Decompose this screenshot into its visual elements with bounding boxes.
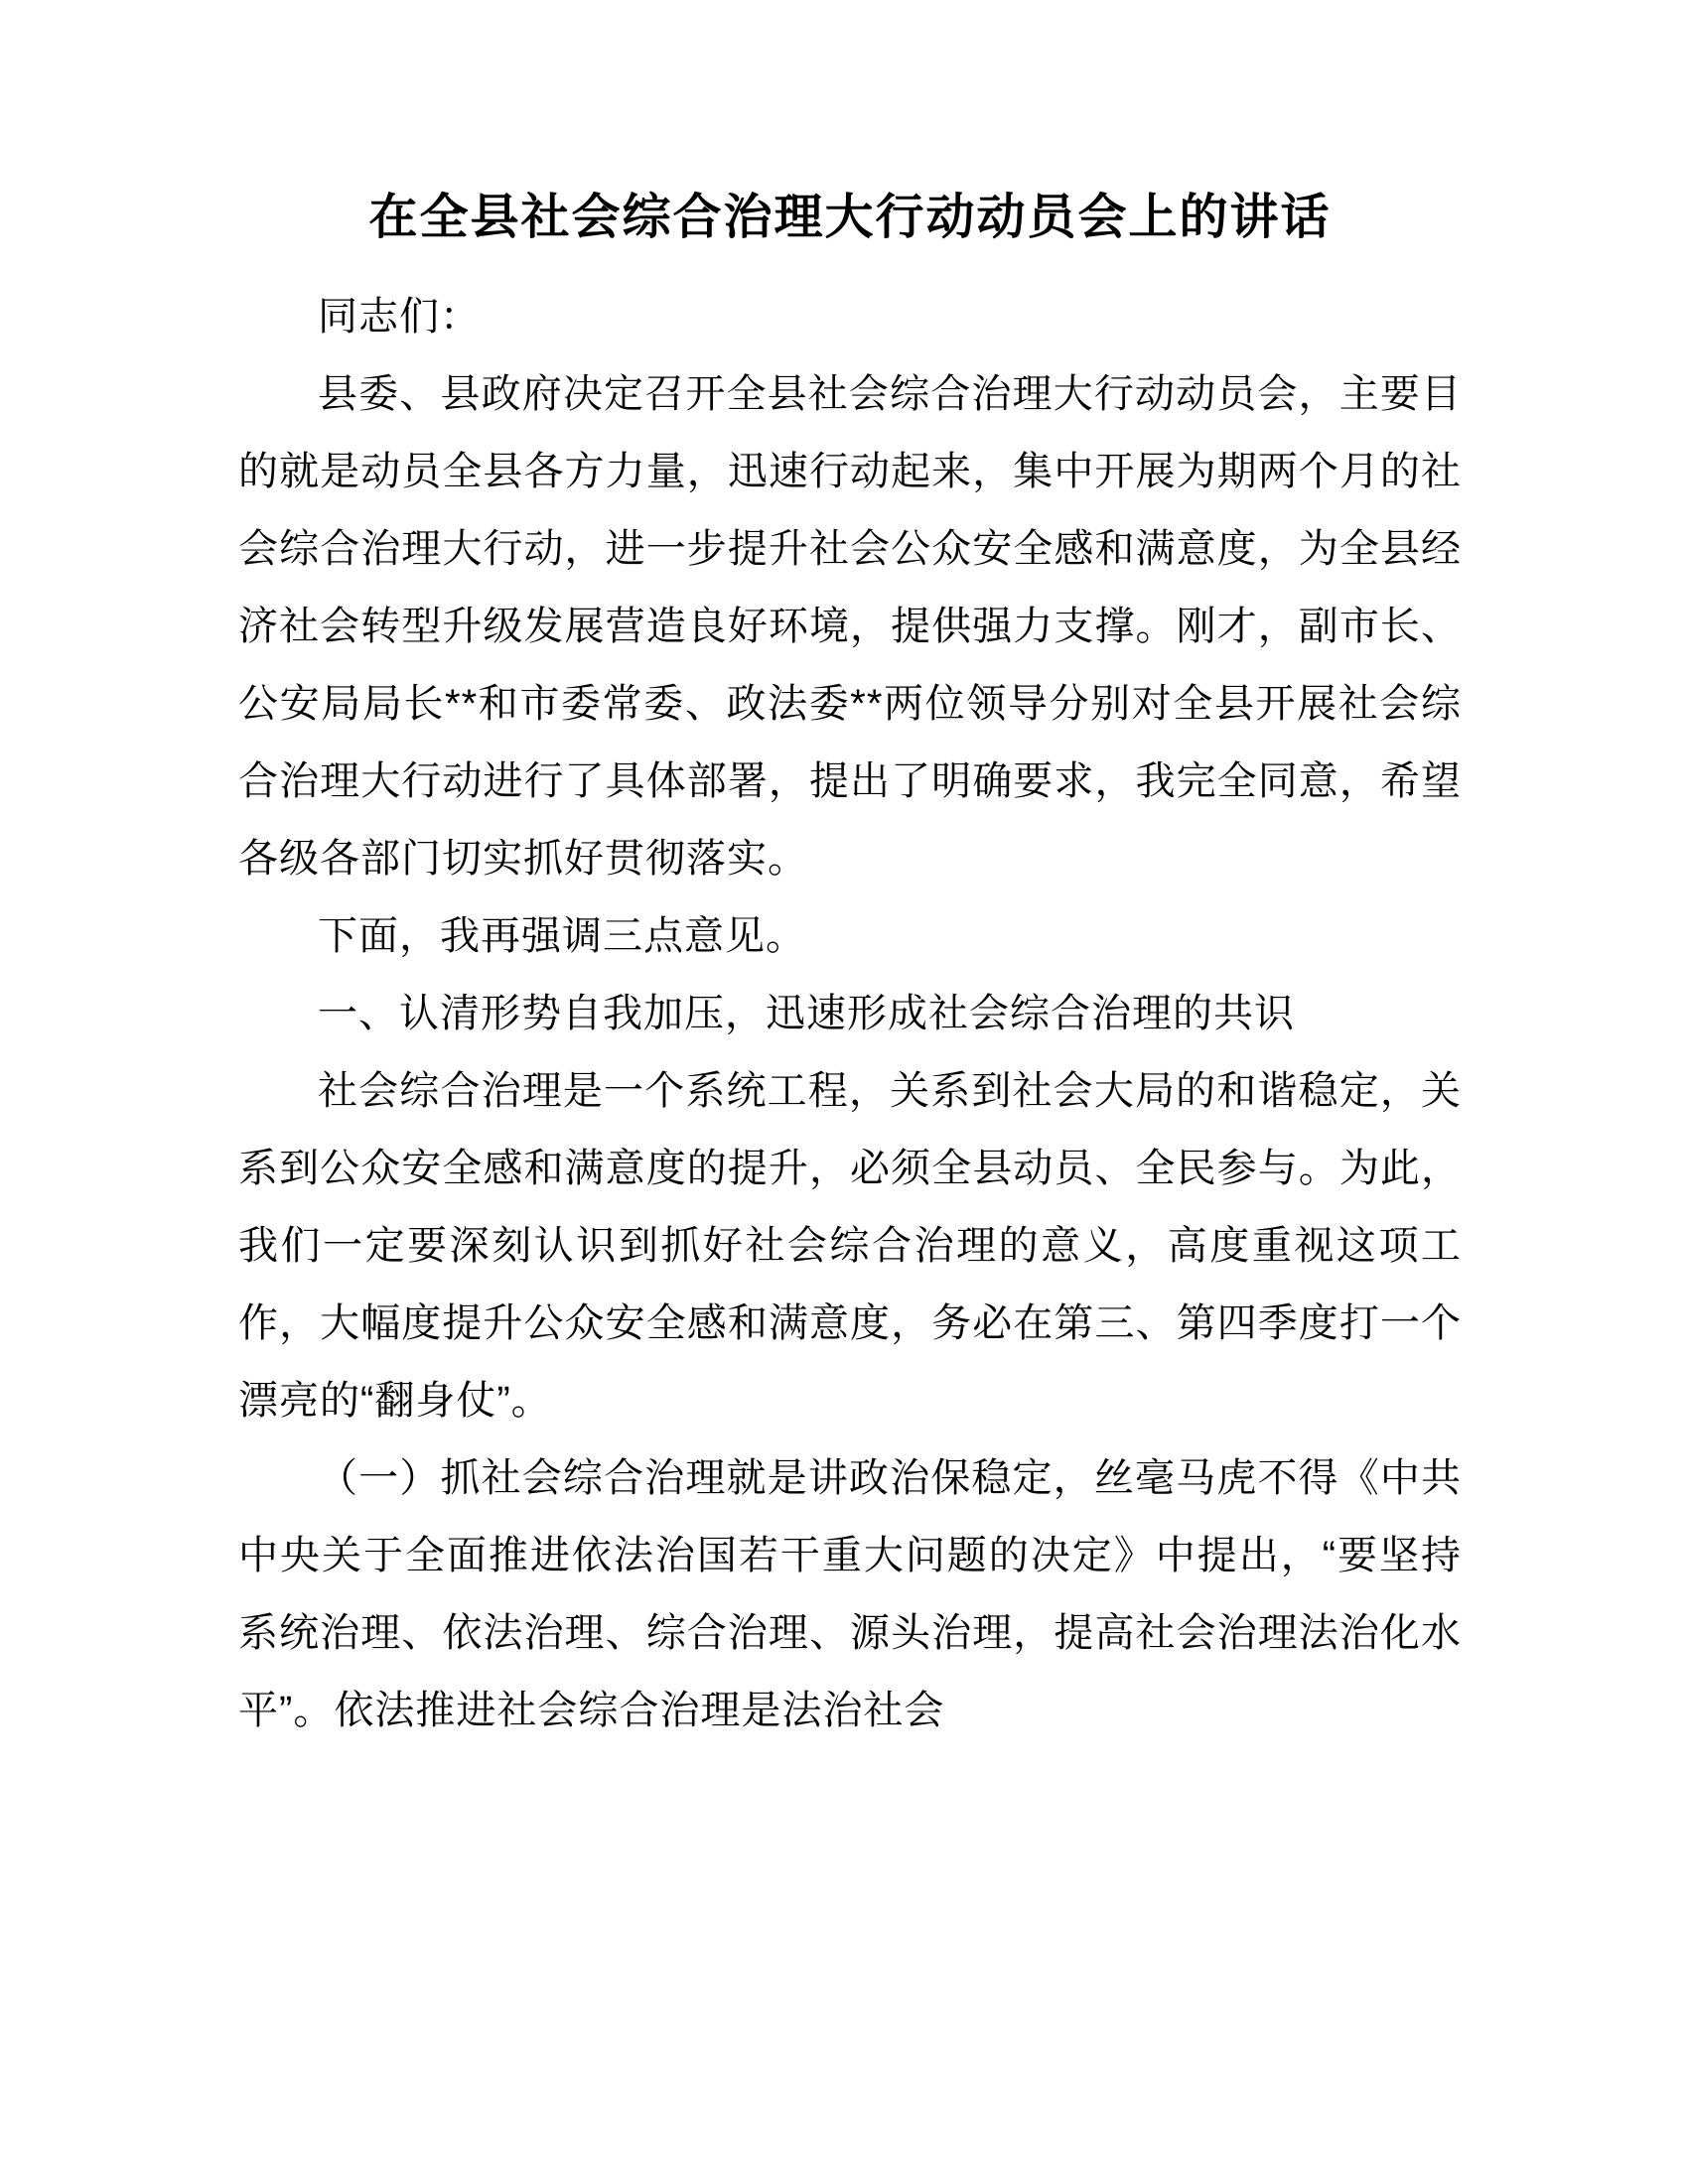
paragraph-body: 下面，我再强调三点意见。 xyxy=(318,913,806,958)
document-body xyxy=(238,278,1462,1749)
paragraph-salutation: 同志们： xyxy=(318,294,481,339)
paragraph-body: 社会综合治理是一个系统工程，关系到社会大局的和谐稳定，关系到公众安全感和满意度的提升，必须全县动员、全民参与。为此，我们一定要深刻认识到抓好社会综合治理的意义，高度重视这项工作，大幅度提升公众安全感和满意度，务必在第三、第四季度打一个漂亮的“翻身仗”。 xyxy=(238,1068,1462,1423)
paragraph-body: 县委、县政府决定召开全县社会综合治理大行动动员会，主要目的就是动员全县各方力量，迅速行动起来，集中开展为期两个月的社会综合治理大行动，进一步提升社会公众安全感和满意度，为全县经济社会转型升级发展营造良好环境，提供强力支撑。刚才，副市长、公安局局长**和市委常委、政法委**两位领导分别对全县开展社会综合治理大行动进行了具体部署，提出了明确要求，我完全同意，希望各级各部门切实抓好贯彻落实。 xyxy=(238,371,1462,881)
document-title: 在全县社会综合治理大行动动员会上的讲话 xyxy=(368,191,1332,244)
paragraph-body: （一）抓社会综合治理就是讲政治保稳定，丝毫马虎不得《中共中央关于全面推进依法治国若干重大问题的决定》中提出，“要坚持系统治理、依法治理、综合治理、源头治理，提高社会治理法治化水平”。依法推进社会综合治理是法治社会 xyxy=(238,1455,1462,1732)
paragraph-section-heading: 一、认清形势自我加压，迅速形成社会综合治理的共识 xyxy=(318,991,1295,1035)
